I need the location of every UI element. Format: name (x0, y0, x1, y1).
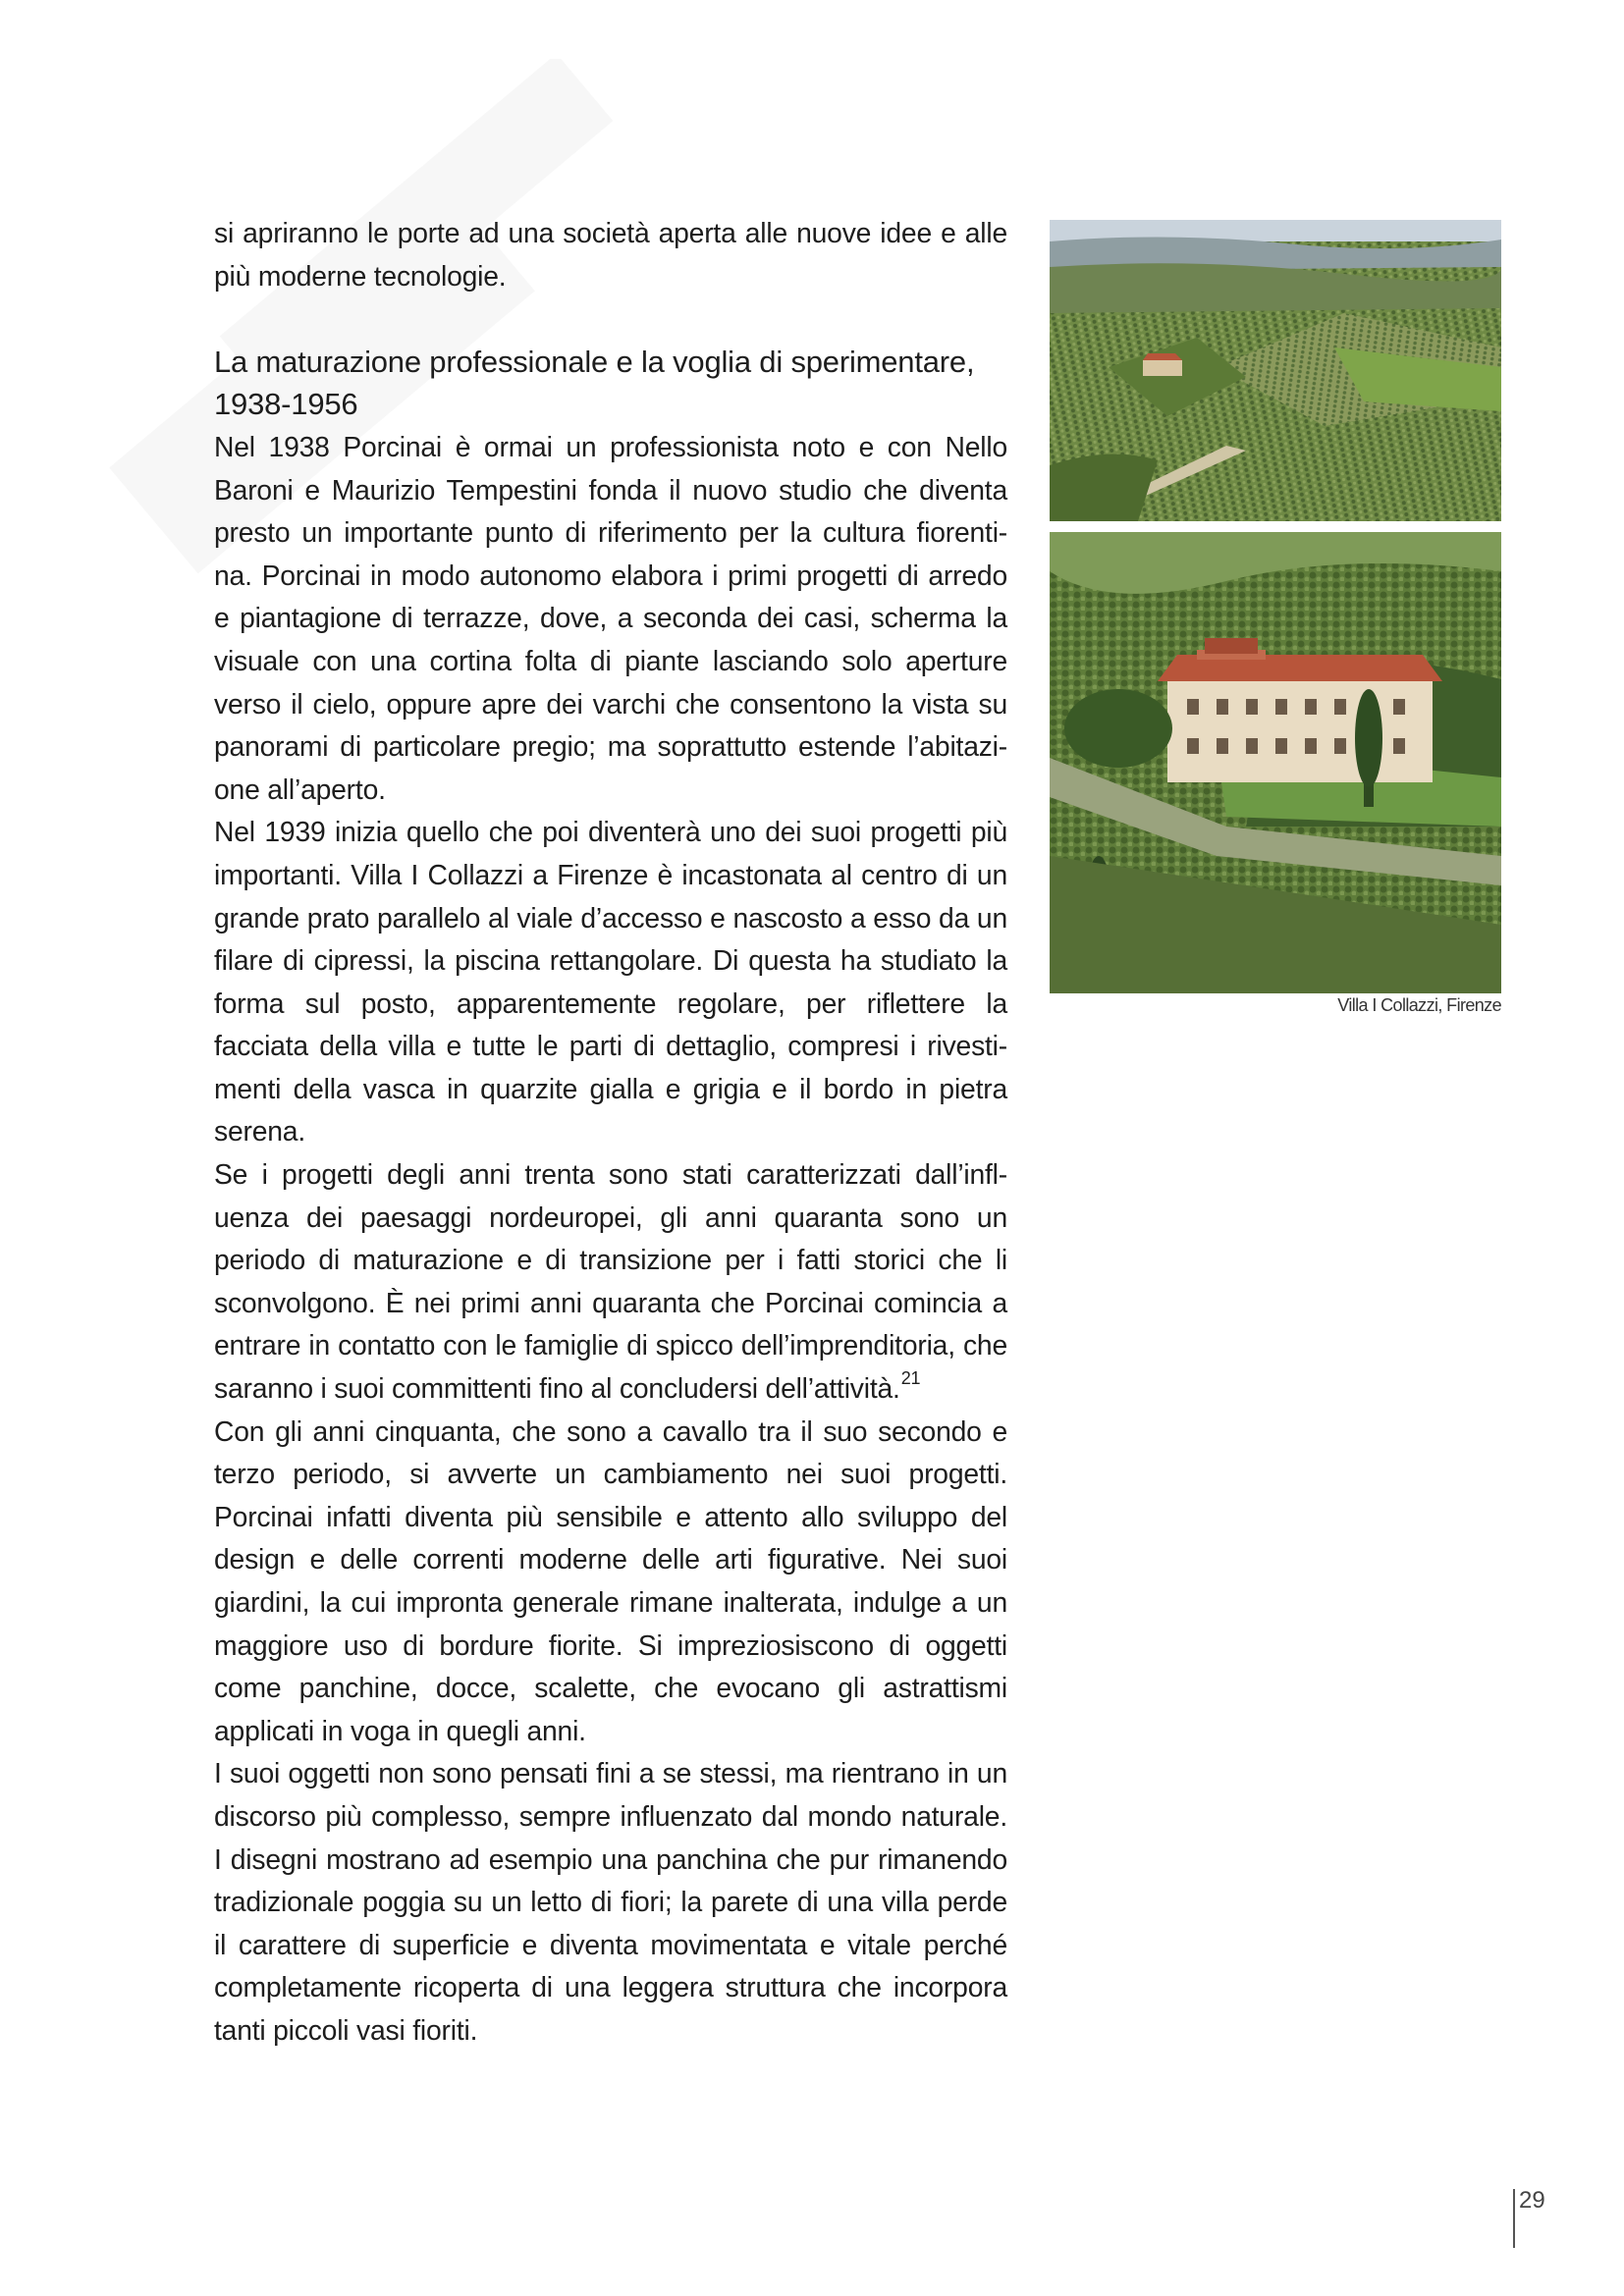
paragraph-intro: si apriranno le porte ad una società aperta alle nuove idee e alle più moderne tecnologie. (214, 217, 1007, 292)
paragraph-forties (214, 1153, 1007, 1411)
paragraph-fifties: Con gli anni cinquanta, che sono a cavallo tra il suo secondo e terzo periodo, si avverte un cambiamento nei suoi progetti. Porcinai infatti diventa più sensibile e attento allo sviluppo del design e delle correnti moderne delle arti figurative. Nei suoi giardini, la cui impronta generale rimane inalterata, indulge a un maggiore uso di bordure fiorite. Si impreziosiscono di oggetti come panchine, docce, scalette, che evocano gli astrattismi applicati in voga in quegli anni. (214, 1415, 1007, 1746)
body-text (214, 212, 1007, 2053)
section-heading: La maturazione professionale e la voglia di sperimentare, 1938-1956 (214, 344, 975, 422)
paragraph-objects: I suoi oggetti non sono pensati fini a se stessi, ma rientrano in un discorso più complesso, sempre influenzato dal mondo naturale. I disegni mostrano ad esempio una panchina che pur rimanendo tradizionale poggia su un letto di fiori; la parete di una villa perde il carattere di superficie e diventa movimentata e vitale perché completamente ricoperta di una leggera struttura che incorpora tanti piccoli vasi fioriti. (214, 1757, 1007, 2046)
figure-caption: Villa I Collazzi, Firenze (1337, 995, 1501, 1015)
aerial-landscape-photo (1050, 220, 1501, 521)
page-number-rule (1513, 2189, 1515, 2248)
paragraph-1939: Nel 1939 inizia quello che poi diventerà uno dei suoi progetti più importanti. Villa I Collazzi a Firenze è incastonata al centro di un grande prato parallelo al viale d’accesso e nascosto a esso da un filare di cipressi, la piscina rettangolare. Di questa ha studiato la forma sul posto, apparentemente regolare, per riflettere la facciata della villa e tutte le parti di dettaglio, compresi i rivesti-menti della vasca in quarzite gialla e grigia e il bordo in pietra serena. (214, 816, 1007, 1148)
footnote-ref: 21 (900, 1368, 921, 1389)
page-number: 29 (1519, 2187, 1545, 2214)
villa-collazzi-photo (1050, 532, 1501, 993)
paragraph-1938: Nel 1938 Porcinai è ormai un professionista noto e con Nello Baroni e Maurizio Tempestini fonda il nuovo studio che diventa presto un importante punto di riferimento per la cultura fiorenti-na. Porcinai in modo autonomo elabora i primi progetti di arredo e piantagione di terrazze, dove, a seconda dei casi, scherma la visuale con una cortina folta di piante lasciando solo aperture verso il cielo, oppure apre dei varchi che consentono la vista su panorami di particolare pregio; ma soprattutto estende l’abitazi-one all’aperto. (214, 430, 1007, 805)
paragraph-forties-text: Se i progetti degli anni trenta sono stati caratterizzati dall’infl-uenza dei paesaggi nordeuropei, gli anni quaranta sono un periodo di maturazione e di transizione per i fatti storici che li sconvolgono. È nei primi anni quaranta che Porcinai comincia a entrare in contatto con le famiglie di spicco dell’imprenditoria, che saranno i suoi committenti fino al concludersi dell’attività. (214, 1158, 1007, 1405)
